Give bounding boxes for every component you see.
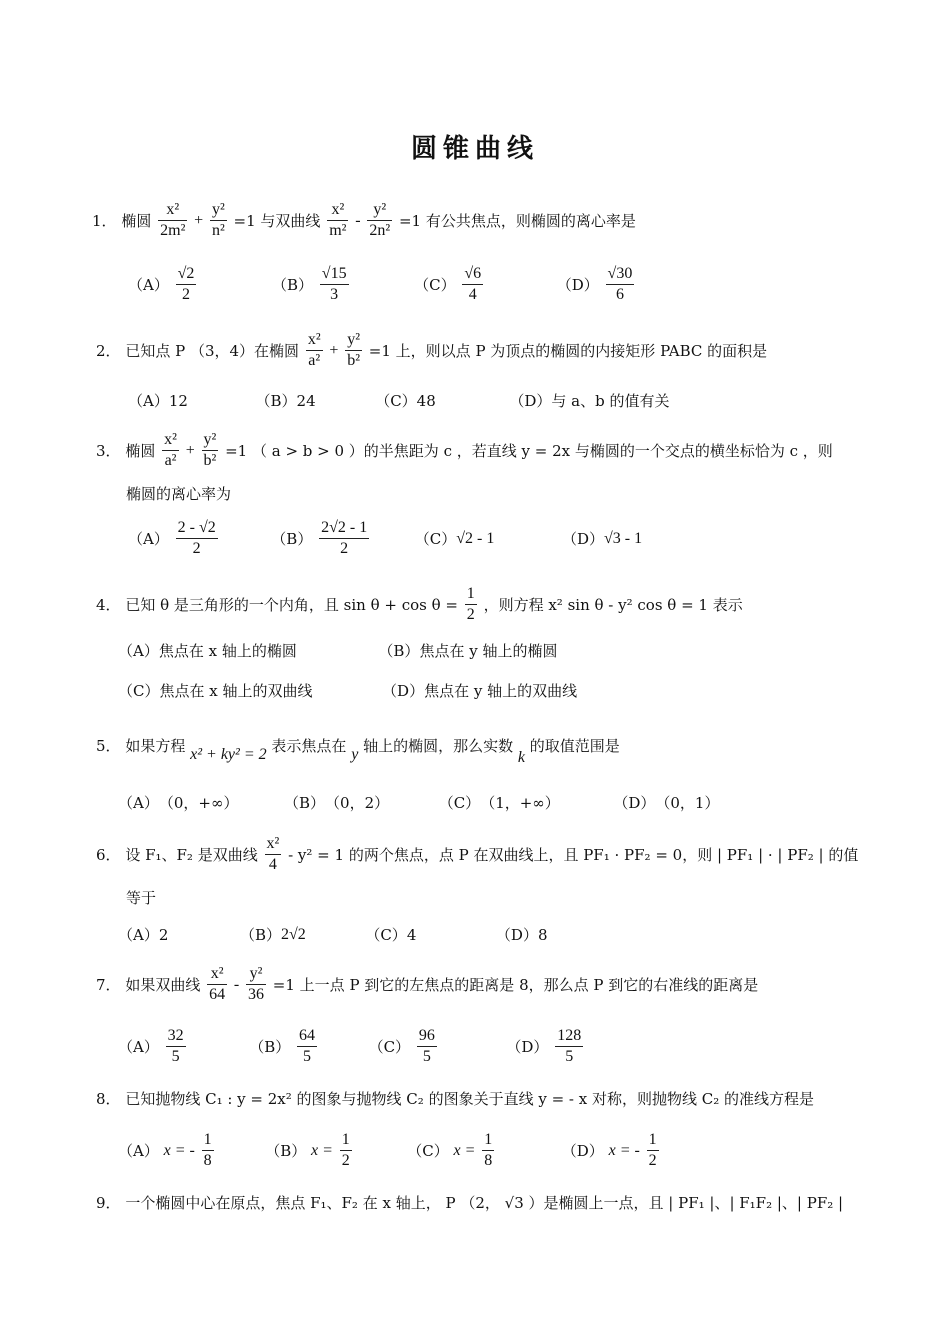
option-value: x = - bbox=[163, 1141, 195, 1159]
question-6 bbox=[96, 834, 858, 875]
option-value: $\frac{2√2 - 1}{2}$ bbox=[321, 519, 368, 557]
option-label: （C） bbox=[407, 1141, 449, 1160]
option-label: （A） bbox=[118, 794, 159, 812]
option-value: x = bbox=[311, 1141, 333, 1159]
question-text: 的取值范围是 bbox=[529, 737, 620, 755]
option-label: （B） bbox=[239, 926, 281, 944]
option-label: （D） bbox=[509, 392, 552, 410]
option-label: （B） bbox=[271, 275, 313, 294]
option-label: （A） bbox=[118, 1037, 159, 1056]
option-value: $\frac{√30}{6}$ bbox=[607, 265, 633, 303]
question-3-line-2: 椭圆的离心率为 bbox=[126, 485, 232, 503]
option-label: （A） bbox=[118, 642, 159, 660]
option-label: （C） bbox=[414, 529, 457, 548]
option-label: （B） bbox=[249, 1037, 291, 1056]
question-text: =1 （ a > b > 0 ）的半焦距为 c ，若直线 y = 2x 与椭圆的一个交点的横坐标恰为 c ，则 bbox=[225, 441, 833, 460]
fraction: $\frac{1}{2}$ bbox=[648, 1131, 657, 1169]
option-value: x = - bbox=[608, 1141, 640, 1159]
question-text: ，则方程 x² sin θ - y² cos θ = 1 表示 bbox=[483, 595, 743, 614]
fraction: $\frac{1}{8}$ bbox=[484, 1131, 493, 1169]
option-label: （D） bbox=[556, 275, 599, 294]
option-value: $\frac{96}{5}$ bbox=[418, 1027, 435, 1065]
question-text: 已知点 P （3，4）在椭圆 bbox=[125, 341, 300, 360]
option-value: $\frac{2 - √2}{2}$ bbox=[177, 519, 216, 557]
fraction: $\frac{\text{y²}}{36}$ bbox=[248, 965, 265, 1003]
option-value: $\frac{√15}{3}$ bbox=[321, 265, 347, 303]
question-8 bbox=[96, 1088, 814, 1109]
option-label: （B） bbox=[284, 794, 326, 812]
operator: + bbox=[329, 341, 339, 359]
option-value: 焦点在 x 轴上的双曲线 bbox=[159, 682, 313, 700]
fraction: $\frac{\text{x²}}{\text{2m²}}$ bbox=[160, 201, 186, 239]
option-value: 焦点在 x 轴上的椭圆 bbox=[158, 642, 297, 660]
option-value: 焦点在 y 轴上的双曲线 bbox=[424, 682, 578, 700]
question-5 bbox=[96, 724, 620, 768]
option-value: √2 - 1 bbox=[456, 529, 495, 547]
operator: + bbox=[194, 211, 204, 229]
option-value: 24 bbox=[296, 392, 316, 410]
fraction: $\frac{\text{x²}}{4}$ bbox=[266, 835, 280, 873]
question-number: 2． bbox=[96, 341, 121, 360]
question-text: 椭圆 bbox=[121, 211, 152, 230]
option-label: （C） bbox=[118, 682, 160, 700]
question-4 bbox=[96, 584, 743, 625]
option-value: （0，2） bbox=[325, 794, 390, 812]
option-label: （D） bbox=[495, 926, 538, 944]
options-row bbox=[118, 1130, 661, 1171]
question-text: 如果双曲线 bbox=[125, 975, 201, 994]
question-6-line-2: 等于 bbox=[126, 889, 157, 907]
option-value: 12 bbox=[168, 392, 188, 410]
option-value: $\frac{√2}{2}$ bbox=[177, 265, 195, 303]
option-label: （B） bbox=[265, 1141, 307, 1160]
question-9 bbox=[96, 1192, 843, 1213]
option-label: （D） bbox=[561, 529, 604, 548]
question-text: 一个椭圆中心在原点，焦点 F₁、F₂ 在 x 轴上， P （2， √3 ）是椭圆上一点，且 | PF₁ |、| F₁F₂ |、| PF₂ | bbox=[125, 1194, 844, 1212]
fraction: $\frac{\text{x²}}{\text{a²}}$ bbox=[164, 431, 177, 469]
option-label: （C） bbox=[365, 926, 407, 944]
question-text: - y² = 1 的两个焦点，点 P 在双曲线上，且 PF₁ · PF₂ = 0，则 | PF₁ | · | PF₂ | 的值 bbox=[288, 845, 859, 864]
question-number: 4． bbox=[96, 595, 121, 614]
fraction: $\frac{\text{y²}}{\text{2n²}}$ bbox=[369, 201, 391, 239]
question-number: 9． bbox=[96, 1194, 121, 1212]
option-label: （A） bbox=[128, 392, 169, 410]
option-label: （C） bbox=[368, 1037, 411, 1056]
option-value: （1，+∞） bbox=[480, 794, 560, 812]
options-row bbox=[118, 1026, 585, 1067]
variable: k bbox=[517, 749, 525, 766]
option-value: $\frac{√6}{4}$ bbox=[464, 265, 482, 303]
question-number: 8． bbox=[96, 1090, 121, 1108]
option-value: （0，+∞） bbox=[158, 794, 239, 812]
options-row bbox=[118, 680, 577, 701]
option-label: （D） bbox=[561, 1141, 604, 1160]
fraction: $\frac{\text{y²}}{\text{b²}}$ bbox=[347, 331, 361, 369]
fraction: $\frac{\text{x²}}{\text{m²}}$ bbox=[329, 201, 347, 239]
question-text: =1 上，则以点 P 为顶点的椭圆的内接矩形 PABC 的面积是 bbox=[368, 341, 768, 360]
option-label: （A） bbox=[128, 275, 169, 294]
operator: - bbox=[233, 975, 240, 993]
option-value: 8 bbox=[537, 926, 548, 944]
page-title: 圆锥曲线 bbox=[410, 134, 539, 164]
question-2 bbox=[96, 330, 767, 371]
option-value: 48 bbox=[416, 392, 436, 410]
option-value: x = bbox=[453, 1141, 476, 1159]
question-number: 7． bbox=[96, 975, 121, 994]
option-value: $\frac{64}{5}$ bbox=[299, 1027, 315, 1065]
option-label: （D） bbox=[506, 1037, 549, 1056]
options-row bbox=[118, 640, 557, 661]
option-label: （D） bbox=[613, 794, 656, 812]
fraction: $\frac{\text{y²}}{\text{b²}}$ bbox=[203, 431, 217, 469]
options-row bbox=[128, 390, 669, 411]
options-row bbox=[118, 924, 548, 945]
option-value: 焦点在 y 轴上的椭圆 bbox=[419, 642, 558, 660]
option-value: 4 bbox=[406, 926, 417, 944]
question-text: =1 上一点 P 到它的左焦点的距离是 8，那么点 P 到它的右准线的距离是 bbox=[272, 975, 759, 994]
question-7 bbox=[96, 964, 758, 1005]
operator: - bbox=[355, 211, 361, 229]
options-row bbox=[128, 264, 636, 305]
question-text: =1 与双曲线 bbox=[233, 211, 321, 230]
option-label: （B） bbox=[271, 529, 313, 548]
fraction: $\frac{\text{x²}}{64}$ bbox=[209, 965, 226, 1003]
option-value: 2√2 bbox=[280, 926, 306, 943]
question-number: 3． bbox=[96, 441, 121, 460]
fraction: $\frac{1}{2}$ bbox=[466, 585, 475, 623]
question-text: 表示焦点在 bbox=[271, 737, 347, 755]
question-text: 已知 θ 是三角形的一个内角，且 sin θ + cos θ = bbox=[125, 595, 458, 614]
question-1 bbox=[92, 200, 636, 241]
options-row bbox=[128, 518, 642, 559]
option-label: （C） bbox=[414, 275, 456, 294]
option-label: （C） bbox=[438, 794, 481, 812]
option-label: （A） bbox=[118, 1141, 159, 1160]
question-text: 轴上的椭圆，那么实数 bbox=[363, 737, 514, 755]
question-text: 已知抛物线 C₁ : y = 2x² 的图象与抛物线 C₂ 的图象关于直线 y = - x 对称，则抛物线 C₂ 的准线方程是 bbox=[125, 1090, 815, 1108]
option-value: $\frac{32}{5}$ bbox=[167, 1027, 184, 1065]
option-label: （D） bbox=[382, 682, 425, 700]
question-number: 5． bbox=[96, 737, 121, 755]
option-label: （C） bbox=[375, 392, 417, 410]
option-label: （A） bbox=[118, 926, 159, 944]
question-text: =1 有公共焦点，则椭圆的离心率是 bbox=[398, 211, 636, 230]
question-text: 椭圆 bbox=[125, 441, 156, 460]
option-value: （0，1） bbox=[655, 794, 720, 812]
options-row bbox=[118, 792, 719, 813]
question-number: 6． bbox=[96, 845, 121, 864]
fraction: $\frac{1}{8}$ bbox=[203, 1131, 212, 1169]
option-value: 与 a、b 的值有关 bbox=[551, 392, 670, 410]
option-label: （B） bbox=[378, 642, 420, 660]
question-number: 1． bbox=[92, 211, 117, 230]
question-text: 设 F₁、F₂ 是双曲线 bbox=[125, 845, 258, 864]
option-value: $\frac{128}{5}$ bbox=[557, 1027, 582, 1065]
option-value: 2 bbox=[158, 926, 169, 944]
operator: + bbox=[185, 441, 195, 459]
variable: y bbox=[351, 746, 359, 763]
question-3 bbox=[96, 430, 833, 471]
option-value: √3 - 1 bbox=[603, 529, 643, 547]
option-label: （A） bbox=[128, 529, 169, 548]
fraction: $\frac{\text{y²}}{\text{n²}}$ bbox=[211, 201, 225, 239]
fraction: $\frac{1}{2}$ bbox=[341, 1131, 350, 1169]
fraction: $\frac{\text{x²}}{\text{a²}}$ bbox=[307, 331, 321, 369]
option-label: （B） bbox=[255, 392, 297, 410]
equation: x² + ky² = 2 bbox=[190, 746, 267, 763]
question-text: 如果方程 bbox=[125, 737, 186, 755]
